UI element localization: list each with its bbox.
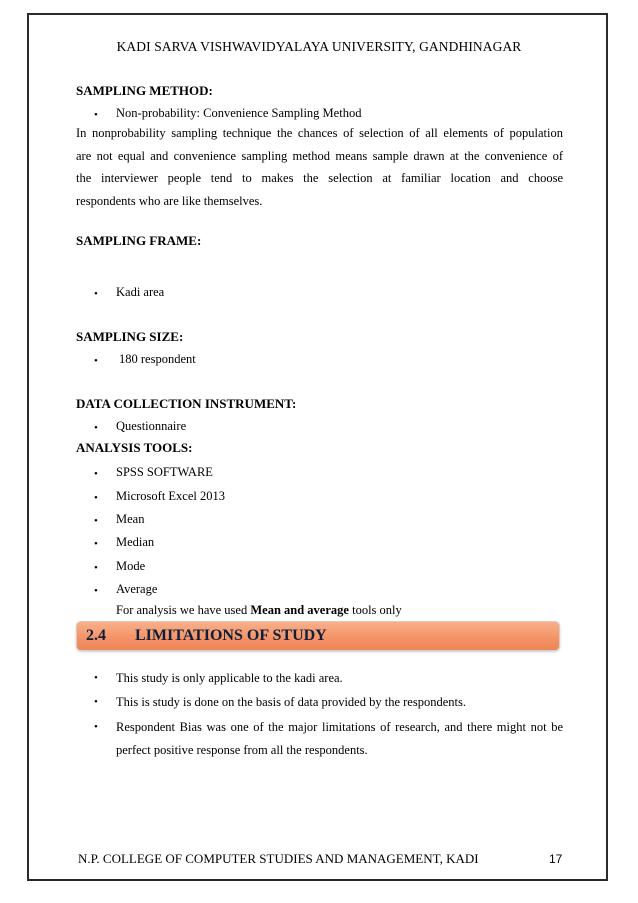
bullet-icon: • xyxy=(94,696,98,708)
bullet-icon: • xyxy=(94,585,98,597)
data-collection-heading: DATA COLLECTION INSTRUMENT: xyxy=(76,396,297,411)
sampling-size-heading: SAMPLING SIZE: xyxy=(76,329,184,344)
section-number: 2.4 xyxy=(86,627,106,644)
analysis-tool-item: Average xyxy=(116,582,158,596)
bullet-icon: • xyxy=(94,468,98,480)
page-number: 17 xyxy=(549,852,563,866)
sampling-frame-heading: SAMPLING FRAME: xyxy=(76,233,202,248)
analysis-note-prefix: For analysis we have used xyxy=(116,603,251,617)
paragraph-line: the interviewer people tend to makes the selection at familiar location and choose xyxy=(76,171,563,185)
analysis-note-bold: Mean and average xyxy=(250,603,349,617)
paragraph-line: are not equal and convenience sampling method means sample drawn at the convenience of xyxy=(76,148,563,163)
bullet-icon: • xyxy=(94,515,98,527)
analysis-tool-item: Mode xyxy=(116,559,146,573)
data-collection-item: Questionnaire xyxy=(116,419,187,433)
analysis-note xyxy=(116,603,402,618)
bullet-icon: • xyxy=(94,109,98,121)
paragraph-line: In nonprobability sampling technique the chances of selection of all elements of population xyxy=(76,126,563,140)
bullet-icon: • xyxy=(94,492,98,504)
limitation-item xyxy=(116,716,563,761)
bullet-icon: • xyxy=(94,355,98,367)
sampling-frame-item: Kadi area xyxy=(116,285,165,299)
sampling-method-paragraph xyxy=(76,122,563,212)
paragraph-line: respondents who are like themselves. xyxy=(76,193,263,208)
sampling-size-item: 180 respondent xyxy=(119,352,196,366)
bullet-icon: • xyxy=(94,288,98,300)
footer-college: N.P. COLLEGE OF COMPUTER STUDIES AND MANAGEMENT, KADI xyxy=(78,851,479,866)
limitation-line: Respondent Bias was one of the major limitations of research, and there might not be xyxy=(116,720,563,734)
bullet-icon: • xyxy=(94,562,98,574)
bullet-icon: • xyxy=(94,422,98,434)
analysis-tool-item: Microsoft Excel 2013 xyxy=(116,489,226,503)
limitation-line: perfect positive response from all the respondents. xyxy=(116,742,368,757)
analysis-tool-item: Mean xyxy=(116,512,145,526)
bullet-icon: • xyxy=(94,538,98,550)
analysis-note-suffix: tools only xyxy=(348,603,402,617)
limitation-item: This is study is done on the basis of data provided by the respondents. xyxy=(116,695,466,709)
section-heading-bar xyxy=(76,621,560,651)
page-header: KADI SARVA VISHWAVIDYALAYA UNIVERSITY, GANDHINAGAR xyxy=(116,39,522,54)
limitation-item: This study is only applicable to the kadi area. xyxy=(116,671,343,685)
sampling-method-item: Non-probability: Convenience Sampling Method xyxy=(116,106,362,120)
analysis-tool-item: Median xyxy=(116,535,155,549)
bullet-icon: • xyxy=(94,721,98,733)
analysis-tools-heading: ANALYSIS TOOLS: xyxy=(76,440,193,455)
section-title: LIMITATIONS OF STUDY xyxy=(135,627,327,644)
sampling-method-heading: SAMPLING METHOD: xyxy=(76,83,213,98)
bullet-icon: • xyxy=(94,672,98,684)
analysis-tool-item: SPSS SOFTWARE xyxy=(116,465,213,479)
